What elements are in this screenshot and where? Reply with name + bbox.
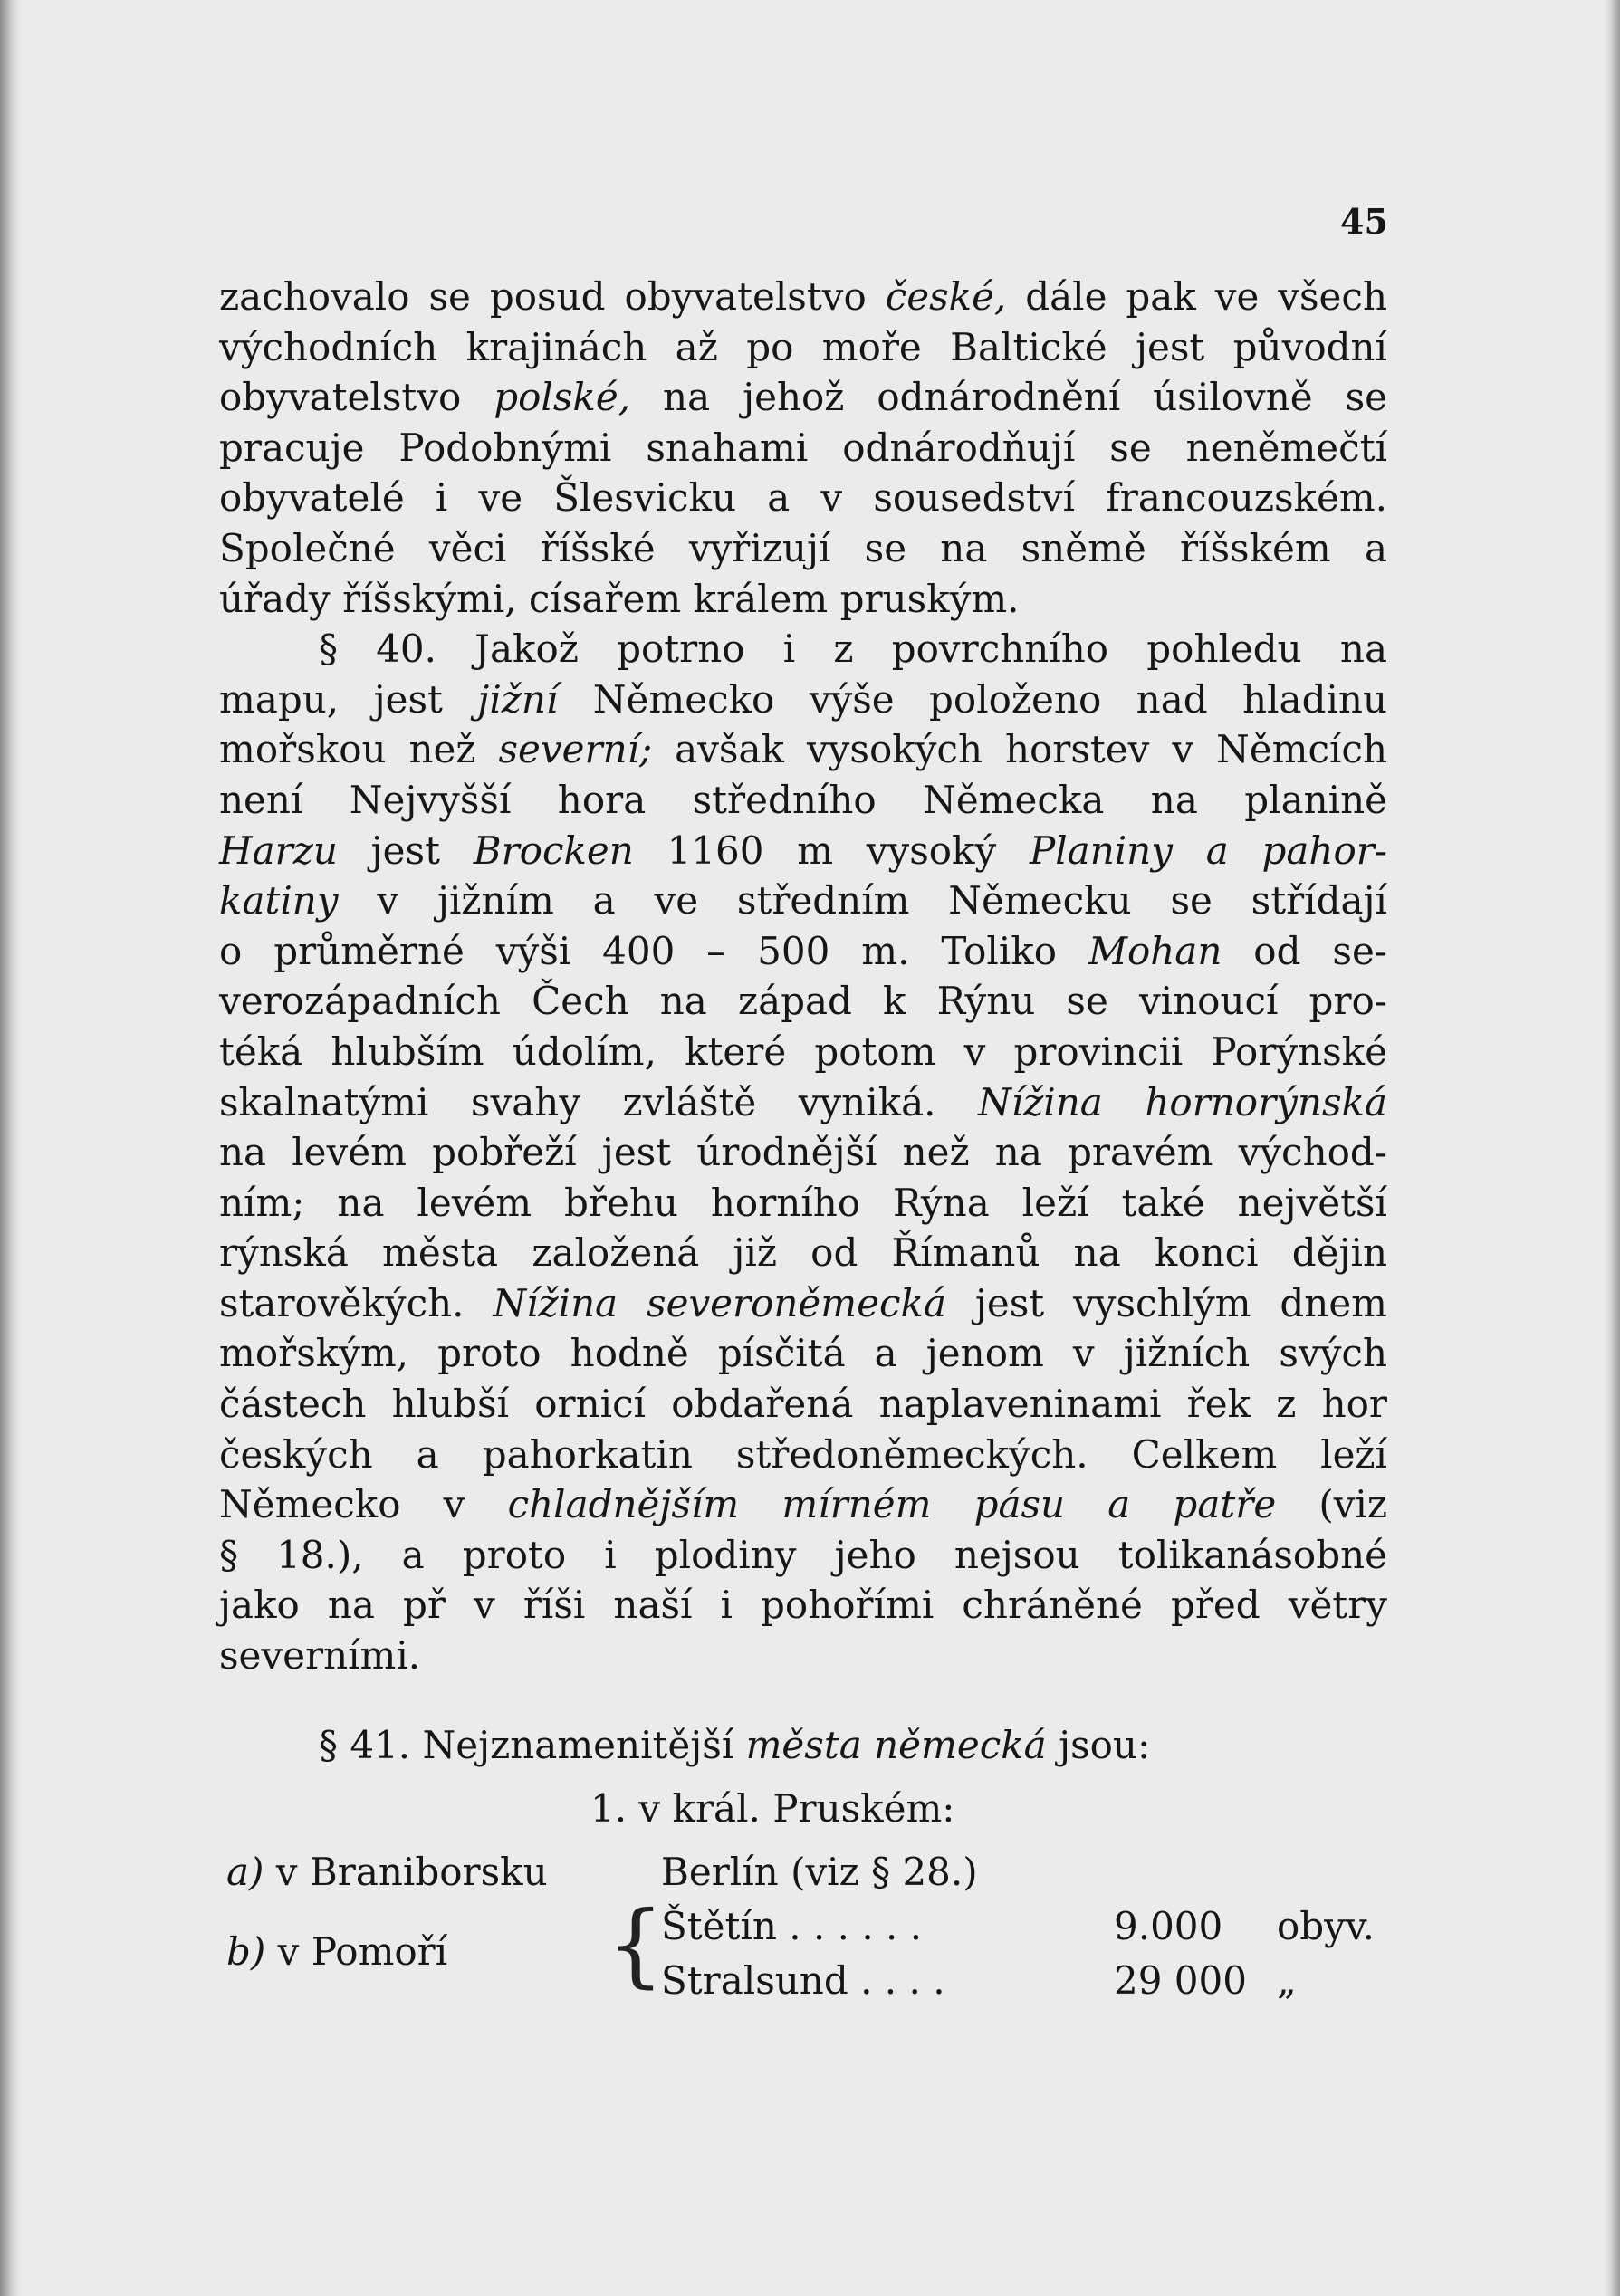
text-line: o průměrné výši 400 – 500 m. Toliko Mohan od se- (219, 928, 1387, 973)
text-line: obyvatelstvo polské, na jehož odnárodnění úsilovně se (219, 375, 1387, 420)
text-line: mapu, jest jižní Německo výše položeno nad hladinu (219, 676, 1387, 722)
text-line: severními. (219, 1633, 421, 1679)
text-line: verozápadních Čech na západ k Rýnu se vinoucí pro- (219, 979, 1387, 1024)
text-line: starověkých. Nížina severoněmecká jest vyschlým dnem (219, 1280, 1388, 1325)
text-line: českých a pahorkatin středoněmeckých. Celkem leží (219, 1431, 1387, 1477)
region-label: b) v Pomoří (226, 1929, 448, 1974)
population-unit: „ (1277, 1958, 1297, 2003)
text-line: Společné věci říšské vyřizují se na sněmě říšském a (219, 525, 1387, 570)
text-line: zachovalo se posud obyvatelstvo české, dále pak ve všech (219, 274, 1387, 319)
population-unit: obyv. (1277, 1904, 1375, 1948)
text-line: Harzu jest Brocken 1160 m vysoký Planiny a pahor- (219, 828, 1388, 873)
text-line: Německo v chladnějším mírném pásu a patře (viz (219, 1482, 1387, 1527)
population: 29 000 (1114, 1958, 1247, 2003)
text-line: rýnská města založená již od Římanů na konci dějin (219, 1230, 1387, 1276)
text-line: obyvatelé i ve Šlesvicku a v sousedství francouzském. (219, 475, 1387, 521)
scan-edge-right (1604, 0, 1620, 2296)
text-line: částech hlubší ornicí obdařená naplaveninami řek z hor (219, 1382, 1387, 1427)
text-line: jako na př v říši naší i pohořími chráněné před větry (219, 1583, 1387, 1628)
scan-edge-left (0, 0, 20, 2296)
text-line: mořským, proto hodně písčitá a jenom v jižních svých (219, 1331, 1387, 1376)
city-name: Berlín (viz § 28.) (661, 1850, 978, 1894)
paragraph-section-40 (219, 624, 1387, 1680)
paragraph-intro (219, 272, 1387, 624)
city-name: Stralsund . . . . (661, 1958, 945, 2003)
text-line: § 18.), a proto i plodiny jeho nejsou tolikanásobné (219, 1532, 1387, 1577)
text-line: pracuje Podobnými snahami odnárodňují se neněmečtí (219, 425, 1387, 470)
text-line: ním; na levém břehu horního Rýna leží také největší (219, 1180, 1387, 1225)
section-41-subheading: 1. v král. Pruském: (590, 1786, 955, 1831)
text-line: skalnatými svahy zvláště vyniká. Nížina hornorýnská (219, 1079, 1387, 1124)
city-name: Štětín . . . . . . (661, 1904, 923, 1948)
text-line: katiny v jižním a ve středním Německu se střídají (219, 878, 1387, 923)
text-line: není Nejvyšší hora středního Německa na planině (219, 777, 1387, 822)
text-line: § 40. Jakož potrno i z povrchního pohledu na (319, 627, 1387, 672)
text-line: téká hlubším údolím, které potom v provincii Porýnské (219, 1028, 1387, 1074)
text-line: mořskou než severní; avšak vysokých horstev v Němcích (219, 727, 1387, 772)
page-number: 45 (1340, 201, 1388, 242)
body-text (219, 272, 1387, 1681)
brace-symbol: { (607, 1891, 665, 1997)
population: 9.000 (1114, 1904, 1223, 1948)
text-line: na levém pobřeží jest úrodnější než na pravém východ- (219, 1130, 1387, 1175)
text-line: východních krajinách až po moře Baltické jest původní (219, 324, 1387, 369)
text-line: úřady říšskými, císařem králem pruským. (219, 576, 1020, 621)
section-41-intro: § 41. Nejznamenitější města německá jsou: (319, 1723, 1151, 1767)
region-label: a) v Braniborsku (226, 1850, 548, 1894)
